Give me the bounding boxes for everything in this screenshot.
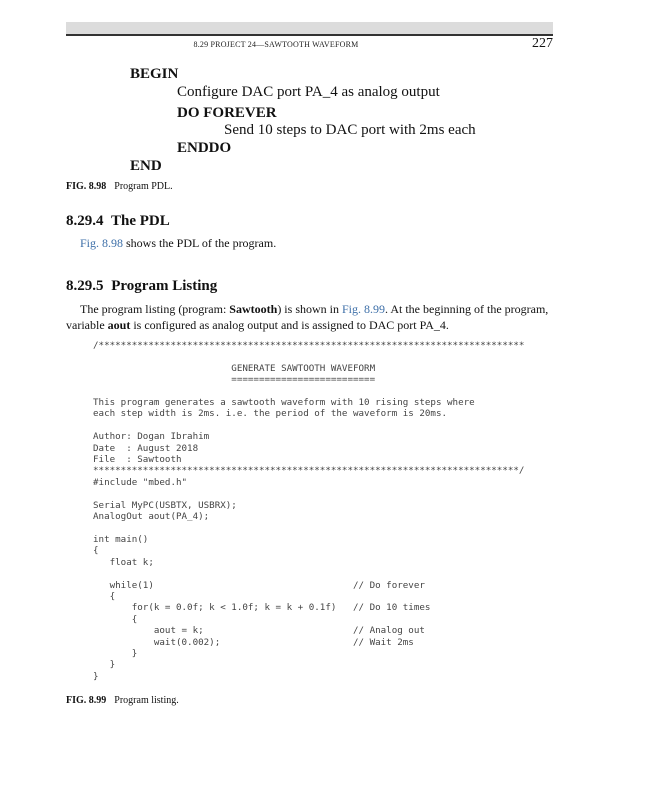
- pdl-enddo: ENDDO: [177, 140, 232, 156]
- text-run: . At the beginning of the program, variable: [66, 302, 549, 332]
- running-head: 8.29 PROJECT 24—SAWTOOTH WAVEFORM: [193, 40, 359, 49]
- text-run: is configured as analog output and is assigned to DAC port PA_4.: [130, 318, 449, 332]
- paragraph-listing: [66, 301, 554, 333]
- section-heading-program-listing: [66, 278, 217, 295]
- fig-8-98-label: FIG. 8.98: [66, 181, 107, 192]
- fig-8-99-link[interactable]: Fig. 8.99: [341, 302, 385, 316]
- section-title: The PDL: [110, 213, 170, 229]
- pdl-begin: BEGIN: [130, 66, 179, 82]
- fig-8-98-link[interactable]: Fig. 8.98: [80, 236, 124, 250]
- section-number: 8.29.5: [66, 278, 104, 294]
- text-run: The program listing (program:: [80, 302, 230, 316]
- variable-name: aout: [107, 318, 131, 332]
- pdl-do-forever: DO FOREVER: [177, 105, 277, 121]
- section-number: 8.29.4: [66, 213, 104, 229]
- fig-8-98-text: Program PDL.: [114, 181, 173, 192]
- pdl-send: Send 10 steps to DAC port with 2ms each: [224, 122, 476, 138]
- header-rule: [66, 34, 553, 36]
- fig-8-98-caption: [66, 181, 173, 192]
- page-number: 227: [532, 36, 553, 51]
- code-listing: /***************************************************************************** GENERATE SAWTOOTH WAVEFORM ========================== This program generates a sawtooth waveform with 10 rising steps where each step width is 2ms. i.e. the period of the waveform is 20ms. Author: Dogan Ibrahim Date : August 2018 File : Sawtooth *****************************************************************************/ #include "mbed.h" Serial MyPC(USBTX, USBRX); AnalogOut aout(PA_4); int main() { float k; while(1) // Do forever { for(k = 0.0f; k < 1.0f; k = k + 0.1f) // Do 10 times { aout = k; // Analog out wait(0.002); // Wait 2ms } } }: [93, 340, 525, 682]
- pdl-configure: Configure DAC port PA_4 as analog output: [177, 84, 440, 100]
- paragraph-pdl: [80, 235, 554, 251]
- program-name: Sawtooth: [229, 302, 278, 316]
- paragraph-pdl-text: shows the PDL of the program.: [123, 236, 277, 250]
- section-heading-pdl: [66, 213, 170, 230]
- header-bar: [66, 22, 553, 34]
- fig-8-99-text: Program listing.: [114, 695, 179, 706]
- fig-8-99-caption: [66, 695, 179, 706]
- section-title: Program Listing: [111, 278, 218, 294]
- text-run: ) is shown in: [277, 302, 342, 316]
- pdl-end: END: [130, 158, 162, 174]
- fig-8-99-label: FIG. 8.99: [66, 695, 107, 706]
